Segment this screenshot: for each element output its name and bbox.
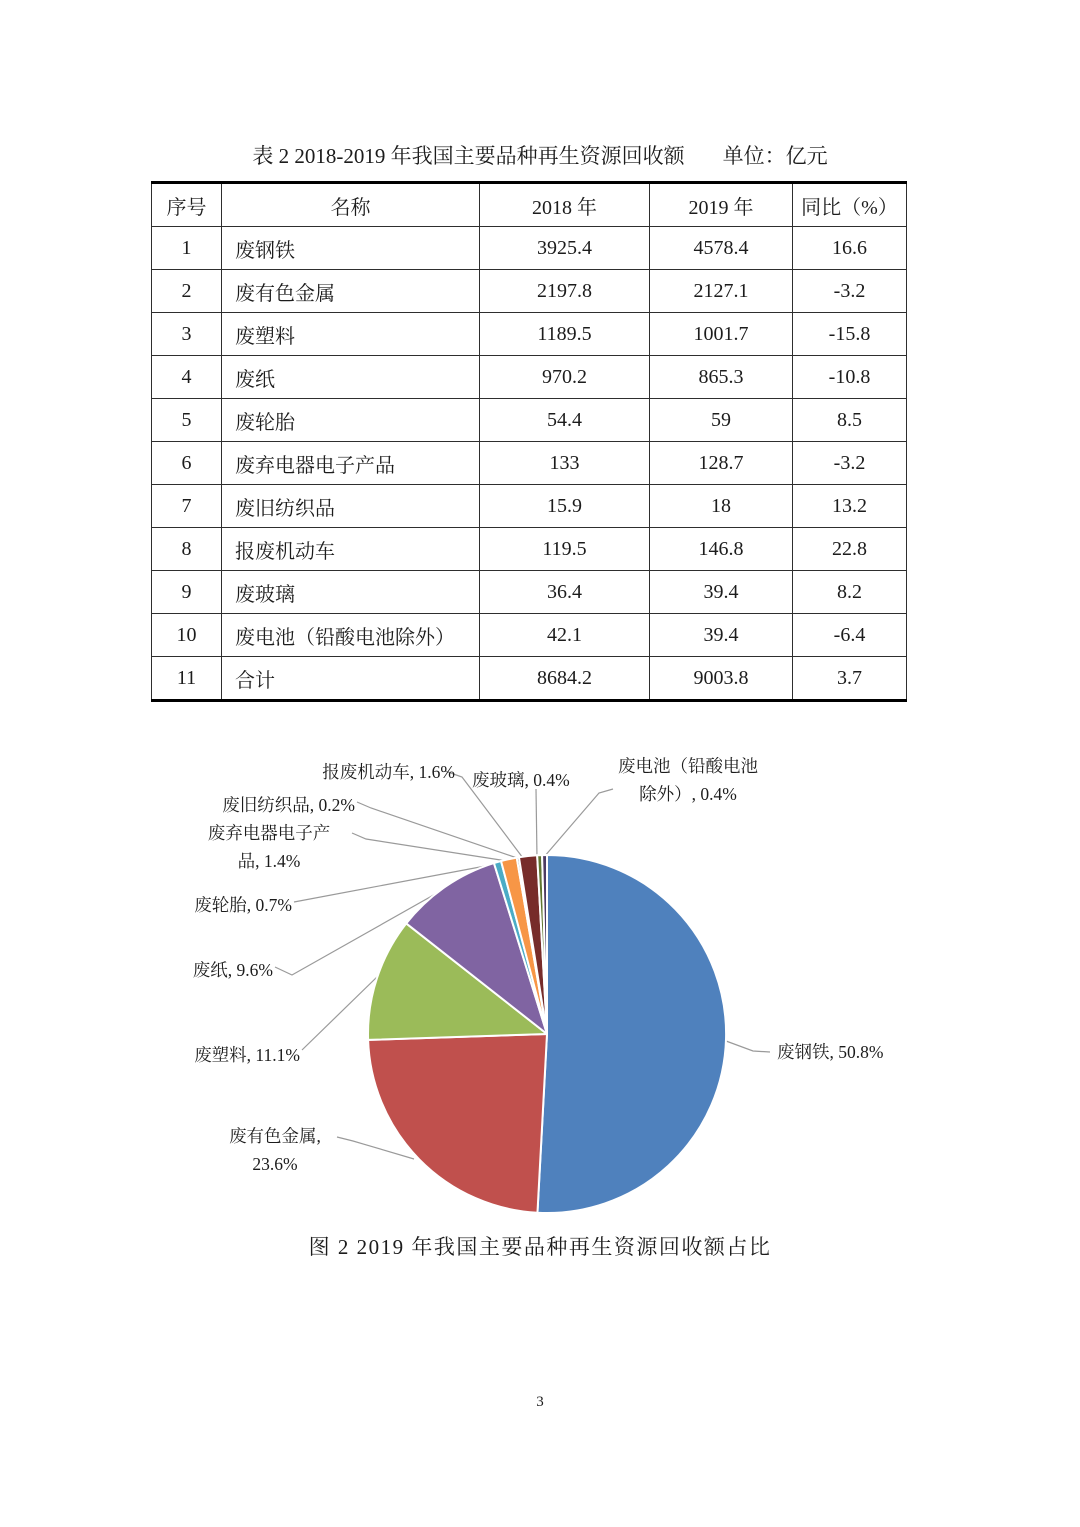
table-row — [152, 528, 907, 571]
cell-yoy: 8.2 — [793, 571, 907, 614]
callout-battery — [609, 752, 767, 808]
cell-name: 废塑料 — [222, 313, 480, 356]
cell-2019: 39.4 — [650, 571, 793, 614]
cell-2018: 970.2 — [480, 356, 650, 399]
cell-yoy: 16.6 — [793, 227, 907, 270]
leader-line-plastics — [302, 976, 378, 1050]
leader-line-steel — [726, 1041, 770, 1052]
cell-2019: 146.8 — [650, 528, 793, 571]
table-row — [152, 227, 907, 270]
pie-slices — [368, 855, 726, 1213]
callout-eee-line2: 品, 1.4% — [237, 851, 301, 871]
cell-2019: 59 — [650, 399, 793, 442]
cell-name: 合计 — [222, 657, 480, 701]
cell-seq: 4 — [152, 356, 222, 399]
col-header-yoy: 同比（%） — [793, 183, 907, 227]
callout-steel: 废钢铁, 50.8% — [777, 1042, 884, 1062]
cell-yoy: 3.7 — [793, 657, 907, 701]
cell-2019: 2127.1 — [650, 270, 793, 313]
cell-2018: 54.4 — [480, 399, 650, 442]
cell-yoy: -15.8 — [793, 313, 907, 356]
cell-2018: 8684.2 — [480, 657, 650, 701]
table-row — [152, 614, 907, 657]
leader-line-glass — [536, 789, 537, 858]
pie-slice-0 — [537, 855, 726, 1213]
table-unit-label: 单位：亿元 — [722, 144, 828, 168]
cell-name: 废电池（铅酸电池除外） — [222, 614, 480, 657]
cell-2019: 39.4 — [650, 614, 793, 657]
cell-name: 报废机动车 — [222, 528, 480, 571]
cell-2019: 865.3 — [650, 356, 793, 399]
cell-seq: 1 — [152, 227, 222, 270]
cell-seq: 3 — [152, 313, 222, 356]
cell-name: 废轮胎 — [222, 399, 480, 442]
table-row — [152, 485, 907, 528]
cell-2018: 2197.8 — [480, 270, 650, 313]
cell-2018: 3925.4 — [480, 227, 650, 270]
cell-seq: 10 — [152, 614, 222, 657]
cell-2019: 4578.4 — [650, 227, 793, 270]
table-row — [152, 356, 907, 399]
callout-eee — [186, 819, 352, 875]
col-header-2019: 2019 年 — [650, 183, 793, 227]
cell-2018: 42.1 — [480, 614, 650, 657]
cell-2019: 1001.7 — [650, 313, 793, 356]
cell-2019: 9003.8 — [650, 657, 793, 701]
table-row — [152, 571, 907, 614]
cell-yoy: -3.2 — [793, 442, 907, 485]
cell-yoy: 8.5 — [793, 399, 907, 442]
cell-2019: 18 — [650, 485, 793, 528]
callout-tires: 废轮胎, 0.7% — [194, 895, 292, 915]
callout-glass: 废玻璃, 0.4% — [472, 770, 570, 790]
callout-nonferrous-line1: 废有色金属, — [229, 1126, 321, 1146]
cell-yoy: -10.8 — [793, 356, 907, 399]
table-row — [152, 399, 907, 442]
cell-2018: 36.4 — [480, 571, 650, 614]
cell-seq: 6 — [152, 442, 222, 485]
callout-nonferrous-line2: 23.6% — [252, 1154, 298, 1174]
table-title — [0, 140, 1080, 170]
cell-2018: 119.5 — [480, 528, 650, 571]
col-header-2018: 2018 年 — [480, 183, 650, 227]
table-row — [152, 313, 907, 356]
pie-slice-1 — [368, 1034, 547, 1213]
figure-caption: 图 2 2019 年我国主要品种再生资源回收额占比 — [308, 1235, 772, 1259]
col-header-seq: 序号 — [152, 183, 222, 227]
callout-eee-line1: 废弃电器电子产 — [207, 823, 331, 843]
cell-yoy: 13.2 — [793, 485, 907, 528]
cell-seq: 5 — [152, 399, 222, 442]
table-row — [152, 442, 907, 485]
cell-2018: 15.9 — [480, 485, 650, 528]
cell-name: 废纸 — [222, 356, 480, 399]
cell-name: 废有色金属 — [222, 270, 480, 313]
table-title-text: 表 2 2018-2019 年我国主要品种再生资源回收额 — [252, 144, 685, 168]
callout-scrap-vehicles: 报废机动车, 1.6% — [322, 762, 455, 782]
col-header-name: 名称 — [222, 183, 480, 227]
cell-name: 废玻璃 — [222, 571, 480, 614]
table-row — [152, 657, 907, 701]
cell-name: 废旧纺织品 — [222, 485, 480, 528]
cell-seq: 9 — [152, 571, 222, 614]
cell-yoy: 22.8 — [793, 528, 907, 571]
cell-seq: 2 — [152, 270, 222, 313]
cell-2019: 128.7 — [650, 442, 793, 485]
cell-seq: 7 — [152, 485, 222, 528]
cell-2018: 1189.5 — [480, 313, 650, 356]
cell-yoy: -3.2 — [793, 270, 907, 313]
callout-paper: 废纸, 9.6% — [192, 960, 273, 980]
callout-battery-line2: 除外）, 0.4% — [639, 784, 737, 804]
cell-name: 废钢铁 — [222, 227, 480, 270]
callout-nonferrous — [215, 1122, 335, 1178]
callout-textiles: 废旧纺织品, 0.2% — [222, 795, 355, 815]
cell-2018: 133 — [480, 442, 650, 485]
cell-seq: 8 — [152, 528, 222, 571]
cell-yoy: -6.4 — [793, 614, 907, 657]
callout-plastics: 废塑料, 11.1% — [194, 1045, 300, 1065]
table-header-row — [152, 183, 907, 227]
callout-battery-line1: 废电池（铅酸电池 — [618, 756, 758, 776]
pie-chart — [150, 745, 930, 1232]
table-row — [152, 270, 907, 313]
recovery-table-wrap — [151, 181, 907, 702]
page-number: 3 — [536, 1394, 544, 1410]
cell-seq: 11 — [152, 657, 222, 701]
leader-line-battery — [544, 789, 613, 857]
recovery-table — [151, 181, 907, 702]
cell-name: 废弃电器电子产品 — [222, 442, 480, 485]
